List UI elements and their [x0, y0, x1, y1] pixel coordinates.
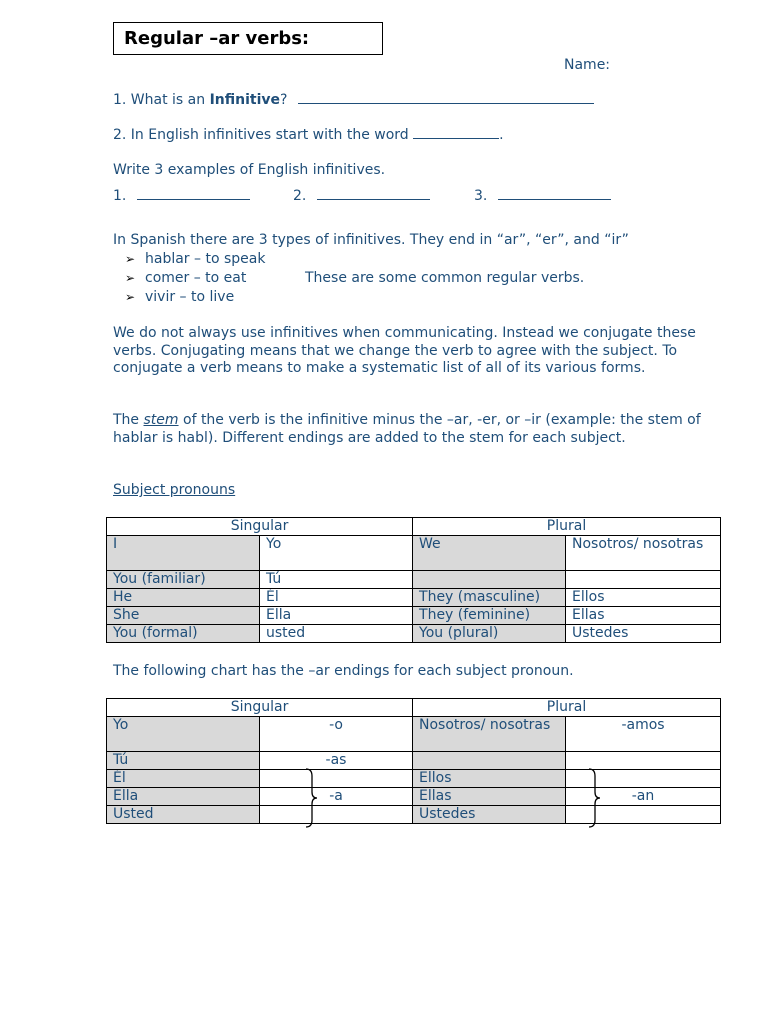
verb-list [113, 250, 265, 307]
english-pronoun: They (feminine) [413, 607, 566, 625]
arrow-bullet-icon: ➢ [125, 290, 136, 304]
example-3 [474, 188, 611, 204]
subject-pronoun-table [106, 517, 721, 643]
spanish-pronoun: Tú [260, 571, 413, 589]
table-row [107, 717, 721, 752]
spanish-pronoun [566, 571, 721, 589]
header-singular: Singular [107, 518, 413, 536]
english-pronoun: You (plural) [413, 625, 566, 643]
spanish-pronoun: Ustedes [413, 806, 566, 824]
list-item [113, 269, 265, 288]
example-2 [293, 188, 430, 204]
question-2 [113, 127, 504, 143]
english-pronoun [413, 571, 566, 589]
table-row [107, 589, 721, 607]
spanish-pronoun: Yo [107, 717, 260, 752]
table-row [107, 536, 721, 571]
list-item [113, 288, 265, 307]
arrow-bullet-icon: ➢ [125, 271, 136, 285]
table-row [107, 607, 721, 625]
english-pronoun: You (formal) [107, 625, 260, 643]
table-row [107, 571, 721, 589]
example-1-number: 1. [113, 188, 127, 204]
example-2-number: 2. [293, 188, 307, 204]
question-2-text: 2. In English infinitives start with the word [113, 127, 409, 143]
table-row [107, 752, 721, 770]
question-1-suffix: ? [280, 92, 288, 108]
stem-paragraph [113, 412, 713, 447]
endings-intro: The following chart has the –ar endings for each subject pronoun. [113, 663, 574, 679]
table-row [107, 806, 721, 824]
example-1-blank[interactable] [137, 199, 250, 200]
english-pronoun: She [107, 607, 260, 625]
question-1-answer-blank[interactable] [298, 103, 594, 104]
english-pronoun: I [107, 536, 260, 571]
question-1-keyword: Infinitive [209, 92, 281, 108]
conjugation-paragraph: We do not always use infinitives when communicating. Instead we conjugate these verbs. Conjugating means that we change the verb to agree with the subject. To conjugate a verb means to make a systematic list of all of its various forms. [113, 325, 696, 376]
header-singular: Singular [107, 699, 413, 717]
stem-paragraph-prefix: The [113, 412, 144, 428]
question-2-answer-blank[interactable] [413, 138, 499, 139]
verb-ending: -a [260, 788, 413, 806]
spanish-pronoun [413, 752, 566, 770]
question-1-prefix: 1. What is an [113, 92, 210, 108]
table-header-row [107, 518, 721, 536]
stem-paragraph-rest: of the verb is the infinitive minus the –ar, -er, or –ir (example: the stem of hablar is habl). Different endings are added to the stem for each subject. [113, 412, 701, 446]
spanish-pronoun: Nosotros/ nosotras [566, 536, 721, 571]
plural-brace-icon [587, 768, 601, 828]
spanish-pronoun: Ellas [566, 607, 721, 625]
english-pronoun: We [413, 536, 566, 571]
name-label: Name: [564, 57, 611, 73]
spanish-pronoun: Ella [107, 788, 260, 806]
table-row [107, 770, 721, 788]
spanish-pronoun: Ustedes [566, 625, 721, 643]
spanish-pronoun: Ellos [413, 770, 566, 788]
example-2-blank[interactable] [317, 199, 430, 200]
spanish-pronoun: Tú [107, 752, 260, 770]
question-2-period: . [499, 127, 504, 143]
spanish-pronoun: Yo [260, 536, 413, 571]
spanish-pronoun: Nosotros/ nosotras [413, 717, 566, 752]
verb-comer: comer – to eat [145, 270, 247, 286]
spanish-pronoun: Él [260, 589, 413, 607]
spanish-pronoun: Él [107, 770, 260, 788]
worksheet-title: Regular –ar verbs: [113, 22, 383, 55]
arrow-bullet-icon: ➢ [125, 252, 136, 266]
spanish-pronoun: Ellas [413, 788, 566, 806]
verbs-note: These are some common regular verbs. [305, 270, 585, 286]
spanish-infinitives-intro: In Spanish there are 3 types of infinitives. They end in “ar”, “er”, and “ir” [113, 232, 629, 248]
spanish-pronoun: Ellos [566, 589, 721, 607]
table-header-row [107, 699, 721, 717]
english-pronoun: They (masculine) [413, 589, 566, 607]
subject-pronouns-heading: Subject pronouns [113, 482, 236, 498]
verb-ending [566, 752, 721, 770]
header-plural: Plural [413, 699, 721, 717]
spanish-pronoun: Usted [107, 806, 260, 824]
header-plural: Plural [413, 518, 721, 536]
example-3-blank[interactable] [498, 199, 611, 200]
english-pronoun: You (familiar) [107, 571, 260, 589]
verb-vivir: vivir – to live [145, 289, 235, 305]
verb-ending [260, 770, 413, 788]
spanish-pronoun: usted [260, 625, 413, 643]
verb-ending: -an [566, 788, 721, 806]
example-3-number: 3. [474, 188, 488, 204]
stem-term: stem [143, 412, 179, 428]
singular-brace-icon [304, 768, 318, 828]
spanish-pronoun: Ella [260, 607, 413, 625]
verb-hablar: hablar – to speak [145, 251, 266, 267]
verb-ending: -o [260, 717, 413, 752]
verb-ending [260, 806, 413, 824]
example-1 [113, 188, 250, 204]
verb-ending: -as [260, 752, 413, 770]
ar-endings-table [106, 698, 721, 824]
english-pronoun: He [107, 589, 260, 607]
question-1 [113, 92, 594, 108]
table-row [107, 788, 721, 806]
verb-ending: -amos [566, 717, 721, 752]
write-examples-instruction: Write 3 examples of English infinitives. [113, 162, 386, 178]
table-row [107, 625, 721, 643]
list-item [113, 250, 265, 269]
